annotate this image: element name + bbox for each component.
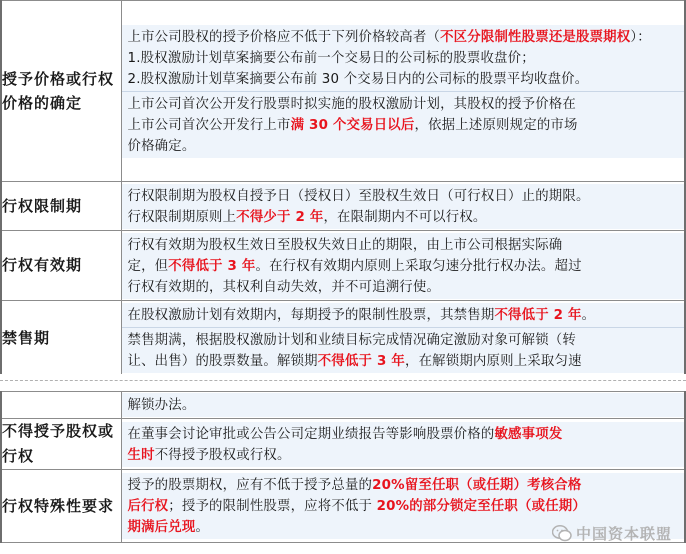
body-text: 1.股权激励计划草案摘要公布前一个交易日的公司标的股票收盘价； (127, 50, 535, 66)
text-line (128, 424, 679, 445)
wechat-icon (552, 525, 572, 542)
body-text: 禁售期满，根据股权激励计划和业绩目标完成情况确定激励对象可解锁（转 (127, 333, 576, 348)
content-block (122, 328, 685, 373)
body-text: 不得授予股权或行权。 (154, 447, 291, 463)
highlight-text: 满 30 个交易日以后 (290, 117, 415, 133)
body-text: 价格确定。 (127, 138, 196, 154)
table-row (1, 182, 685, 231)
highlight-text: 期满后兑现 (127, 520, 196, 535)
text-line (128, 330, 679, 351)
text-line (128, 48, 679, 69)
body-text: 。 (581, 308, 596, 323)
row-label-lockup-period: 禁售期 (1, 301, 121, 376)
body-text: ，依据上述原则规定的市场 (414, 117, 578, 133)
highlight-text: 后行权 (127, 499, 169, 514)
text-line (128, 395, 679, 416)
content-block (122, 92, 685, 158)
row-label-special-requirements: 行权特殊性要求 (1, 470, 121, 543)
row-content-lockup-period (121, 301, 685, 376)
body-text: 行权有效期为股权生效日至股权失效日止的期限，由上市公司根据实际确 (127, 237, 563, 253)
rules-table-bottom (0, 391, 686, 543)
body-text: 定，但 (127, 258, 169, 274)
table-row (1, 419, 685, 470)
highlight-text: 不得低于 2 年 (494, 308, 582, 323)
watermark (552, 523, 672, 544)
row-content-valid-period (121, 231, 685, 301)
row-label-grant-price: 授予价格或行权价格的确定 (1, 1, 121, 182)
text-line (128, 186, 679, 207)
highlight-text: 20%留至任职（或任期）考核合格 (372, 478, 582, 493)
text-line (128, 69, 679, 90)
body-text: 上市公司股权的授予价格应不低于下列价格较高者（ (127, 29, 441, 45)
highlight-text: 不得低于 3 年 (168, 258, 256, 274)
page-break (0, 374, 686, 391)
body-text: 行权限制期为股权自授予日（授权日）至股权生效日（可行权日）止的期限。 (127, 188, 590, 204)
content-block (122, 233, 685, 299)
highlight-text: 不得低于 3 年 (317, 354, 405, 369)
table-row (1, 231, 685, 301)
text-line (128, 475, 679, 496)
watermark-text: 中国资本联盟 (575, 525, 672, 543)
body-text: 在董事会讨论审批或公告公司定期业绩报告等影响股票价格的 (127, 426, 495, 442)
row-label-no-grant: 不得授予股权或行权 (1, 419, 121, 470)
text-line (128, 94, 679, 115)
highlight-text: 生时 (127, 447, 155, 463)
body-text: ，在解锁期内原则上采取匀速 (404, 354, 582, 369)
table-row (1, 301, 685, 376)
highlight-text: 不得少于 2 年 (236, 209, 324, 225)
content-block (122, 303, 685, 328)
body-text: ；授予的限制性股票，应将不低于 (168, 499, 377, 514)
text-line (128, 496, 679, 517)
body-text: 2.股权激励计划草案摘要公布前 30 个交易日内的公司标的股票平均收盘价。 (127, 71, 589, 87)
content-block (122, 422, 685, 467)
row-label-valid-period: 行权有效期 (1, 231, 121, 301)
content-block (122, 25, 685, 92)
row-content-continued (121, 392, 685, 419)
body-text: 解锁办法。 (127, 398, 196, 413)
text-line (128, 115, 679, 136)
body-text: 让、出售）的股票数量。解锁期 (127, 354, 318, 369)
content-block (122, 393, 685, 417)
text-line (128, 27, 679, 48)
body-text: 在股权激励计划有效期内，每期授予的限制性股票，其禁售期 (127, 308, 495, 323)
body-text: ，在限制期内不可以行权。 (323, 209, 487, 225)
highlight-text: 敏感事项发 (494, 426, 563, 442)
body-text: 授予的股票期权，应有不低于授予总量的 (127, 478, 373, 493)
row-label-restriction-period: 行权限制期 (1, 182, 121, 231)
highlight-text: 20%的部分锁定至任职（或任期） (376, 499, 586, 514)
highlight-text: 不区分限制性股票还是股票期权 (440, 29, 631, 45)
body-text: 行权限制期原则上 (127, 209, 237, 225)
table-row (1, 1, 685, 182)
text-line (128, 256, 679, 277)
text-line (128, 445, 679, 466)
body-text: 。 (195, 520, 210, 535)
text-line (128, 305, 679, 326)
row-content-restriction-period (121, 182, 685, 231)
text-line (128, 277, 679, 298)
text-line (128, 351, 679, 372)
row-content-no-grant (121, 419, 685, 470)
body-text: 。在行权有效期内原则上采取匀速分批行权办法。超过 (255, 258, 582, 274)
row-content-grant-price (121, 1, 685, 182)
row-label-continued (1, 392, 121, 419)
text-line (128, 235, 679, 256)
content-block (122, 184, 685, 229)
text-line (128, 207, 679, 228)
body-text: ）： (630, 29, 651, 45)
text-line (128, 136, 679, 157)
body-text: 行权有效期的，其权利自动失效，并不可追溯行使。 (127, 279, 441, 295)
table-row (1, 392, 685, 419)
body-text: 上市公司首次公开发行上市 (127, 117, 291, 133)
body-text: 上市公司首次公开发行股票时拟实施的股权激励计划，其股权的授予价格在 (127, 96, 576, 112)
